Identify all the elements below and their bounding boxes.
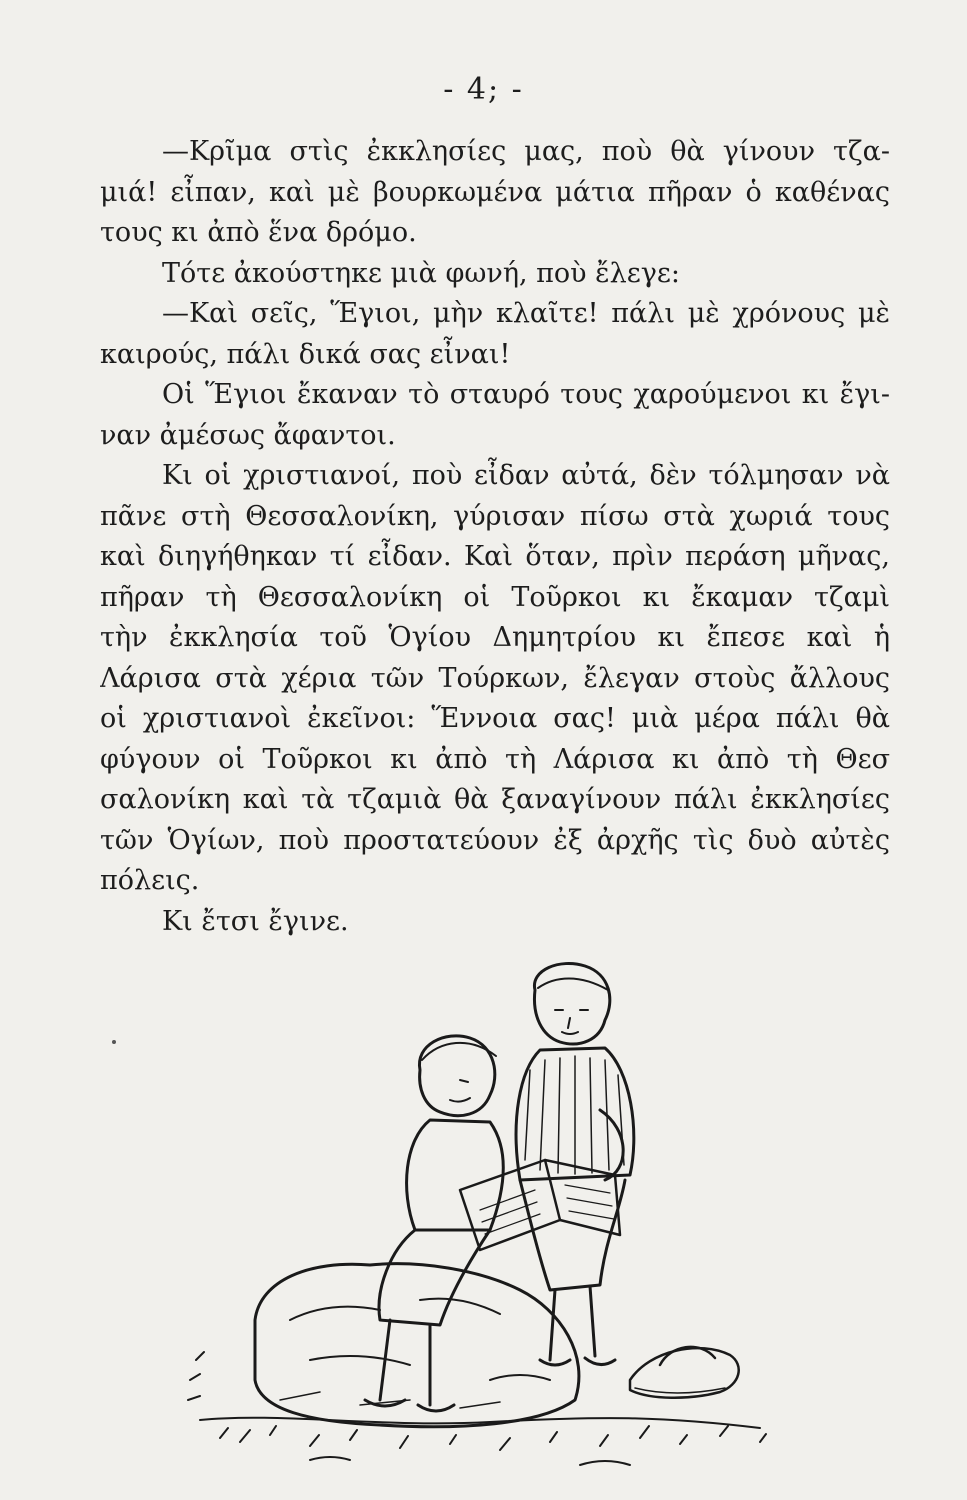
text-line: Τότε ἀκούστηκε μιὰ φωνή, ποὺ ἔλεγε: <box>162 257 680 289</box>
text-line: Λάρισα στὰ χέρια τῶν Τούρκων, ἔλεγαν στοὺς ἄλλους <box>100 662 890 694</box>
body-text <box>100 132 890 942</box>
ground-grass <box>188 1352 766 1465</box>
text-line: τους κι ἀπὸ ἕνα δρόμο. <box>100 217 417 248</box>
text-line: —Καὶ σεῖς, Ἕγιοι, μὴν κλαῖτε! πάλι μὲ χρόνους μὲ <box>162 298 890 329</box>
text-line: τὴν ἐκκλησία τοῦ Ὁγίου Δημητρίου κι ἔπεσε καὶ ἡ <box>100 622 890 653</box>
boy-left <box>365 1036 503 1411</box>
text-line: πῆραν τὴ Θεσσαλονίκη οἱ Τοῦρκοι κι ἔκαμαν τζαμὶ <box>100 581 890 613</box>
text-line: πᾶνε στὴ Θεσσαλονίκη, γύρισαν πίσω στὰ χωριά τους <box>100 500 890 532</box>
text-line: οἱ χριστιανοὶ ἐκεῖνοι: Ἕννοια σας! μιὰ μέρα πάλι θὰ <box>100 703 890 734</box>
text-line: Κι οἱ χριστιανοί, ποὺ εἶδαν αὐτά, δὲν τόλμησαν νὰ <box>162 460 890 491</box>
text-line: ναν ἀμέσως ἄφαντοι. <box>100 419 396 451</box>
text-line: μιά! εἶπαν, καὶ μὲ βουρκωμένα μάτια πῆραν ὁ καθένας <box>100 176 890 208</box>
two-boys-reading-illustration <box>160 960 840 1480</box>
text-line: φύγουν οἱ Τοῦρκοι κι ἀπὸ τὴ Λάρισα κι ἀπὸ τὴ Θεσ <box>100 743 890 775</box>
text-line: καιρούς, πάλι δικά σας εἶναι! <box>100 338 511 370</box>
text-line: πόλεις. <box>100 865 200 896</box>
text-line: σαλονίκη καὶ τὰ τζαμιὰ θὰ ξαναγίνουν πάλι ἐκκλησίες <box>100 784 890 815</box>
text-line: Οἱ Ἕγιοι ἔκαναν τὸ σταυρό τους χαρούμενοι κι ἔγι- <box>162 379 890 410</box>
text-line: καὶ διηγήθηκαν τί εἶδαν. Καὶ ὅταν, πρὶν περάση μῆνας, <box>100 541 890 572</box>
ink-speck <box>112 1040 116 1044</box>
text-line: τῶν Ὁγίων, ποὺ προστατεύουν ἐξ ἀρχῆς τὶς δυὸ αὐτὲς <box>100 824 890 856</box>
page-number: - 4; - <box>443 72 524 107</box>
text-line: Κι ἔτσι ἔγινε. <box>162 905 349 937</box>
text-line: —Κρῖμα στὶς ἐκκλησίες μας, ποὺ θὰ γίνουν τζα- <box>162 136 890 167</box>
hat <box>630 1347 739 1398</box>
rock <box>255 1264 579 1427</box>
